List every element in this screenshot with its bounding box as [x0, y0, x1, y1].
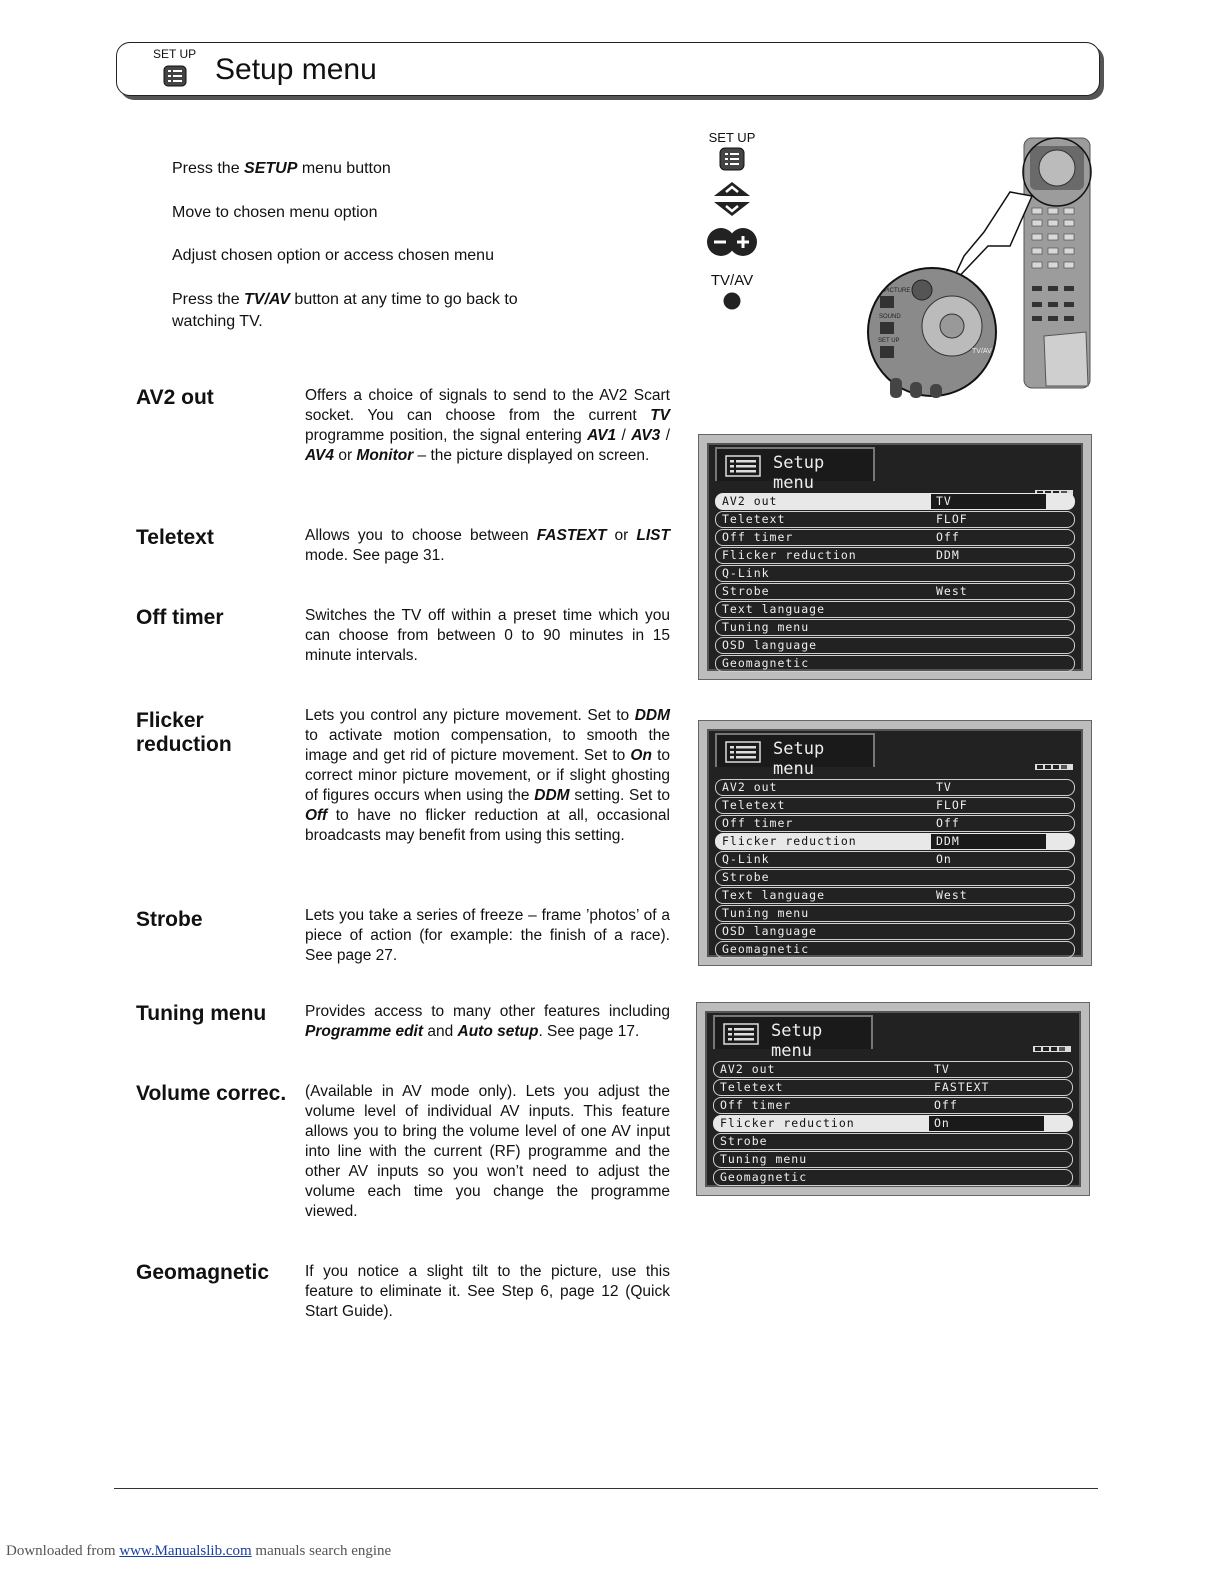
osd-menu-item[interactable] — [715, 905, 1075, 922]
osd-menu-item[interactable] — [715, 887, 1075, 904]
osd-menu-item[interactable] — [715, 923, 1075, 940]
osd-item-label: OSD language — [722, 924, 818, 938]
osd-item-label: AV2 out — [722, 494, 778, 508]
osd-title-bar — [715, 733, 875, 779]
osd-menu-item[interactable] — [713, 1079, 1073, 1096]
body-av2-out: Offers a choice of signals to send to the AV2 Scart socket. You can choose from the current TV programme position, the signal entering AV1 / AV3 / AV4 or Monitor – the picture displayed on screen. — [305, 387, 670, 464]
osd-item-label: Text language — [722, 602, 826, 616]
body-strobe: Lets you take a series of freeze – frame ’photos’ of a piece of action (for example: the finish of a race). See page 27. — [305, 907, 670, 964]
osd-item-label: Flicker reduction — [722, 548, 857, 562]
osd-item-label: Teletext — [722, 798, 786, 812]
osd-menu-item[interactable] — [713, 1097, 1073, 1114]
footer: Downloaded from www.Manualslib.com manuals search engine — [6, 1543, 392, 1559]
osd-item-value: Off — [934, 1098, 958, 1112]
remote-tvav-label: TV/AV — [972, 348, 992, 355]
osd-title-bar — [715, 447, 875, 493]
osd-item-value: TV — [936, 494, 952, 508]
osd-panel — [707, 443, 1083, 671]
remote-setup-label: SET UP — [878, 338, 900, 344]
osd-item-label: Q-Link — [722, 566, 770, 580]
heading-tuning-menu: Tuning menu — [136, 1002, 267, 1025]
osd-item-value: West — [936, 584, 968, 598]
body-teletext: Allows you to choose between FASTEXT or LIST mode. See page 31. — [305, 527, 670, 564]
osd-menu-item[interactable] — [715, 583, 1075, 600]
osd-item-value-box — [931, 494, 1046, 509]
osd-menu-item[interactable] — [713, 1061, 1073, 1078]
osd-item-label: Tuning menu — [722, 906, 810, 920]
heading-volume-correc: Volume correc. — [136, 1082, 287, 1105]
osd-title-bar — [713, 1015, 873, 1061]
remote-control-illustration — [860, 136, 1100, 404]
osd-item-label: Strobe — [722, 584, 770, 598]
page-title: Setup menu — [215, 53, 377, 86]
osd-item-value: FLOF — [936, 512, 968, 526]
osd-menu-item[interactable] — [715, 547, 1075, 564]
osd-item-value: DDM — [936, 548, 960, 562]
footer-divider — [114, 1488, 1098, 1489]
instruction-move: Move to chosen menu option — [172, 204, 378, 221]
instruction-setup: Press the SETUP menu button — [172, 160, 391, 177]
body-tuning-menu: Provides access to many other features including Programme edit and Auto setup. See page 17. — [305, 1003, 670, 1040]
scroll-indicator-icon — [1035, 483, 1075, 489]
osd-item-value: FASTEXT — [934, 1080, 990, 1094]
scroll-indicator-icon — [1033, 1039, 1073, 1045]
osd-item-value: On — [934, 1116, 950, 1130]
osd-item-value: West — [936, 888, 968, 902]
heading-off-timer: Off timer — [136, 606, 224, 629]
osd-menu-item[interactable] — [715, 655, 1075, 672]
osd-menu-item[interactable] — [715, 815, 1075, 832]
osd-title: Setup menu — [773, 739, 825, 779]
osd-item-label: OSD language — [722, 638, 818, 652]
body-volume-correc: (Available in AV mode only). Lets you adjust the volume level of individual AV inputs. This feature allows you to bring the volume level of one AV input into line with the current (RF) programme and the other AV inputs so you won’t need to adjust the volume each time you change the programme viewed. — [305, 1083, 670, 1220]
osd-item-label: Geomagnetic — [722, 942, 810, 956]
osd-panel — [707, 729, 1083, 957]
osd-menu-item[interactable] — [713, 1169, 1073, 1186]
osd-menu-item[interactable] — [713, 1115, 1073, 1132]
osd-menu-item[interactable] — [715, 529, 1075, 546]
setup-key-label: SET UP — [708, 130, 756, 145]
remote-sound-label: SOUND — [879, 314, 901, 320]
menu-list-icon — [725, 741, 761, 768]
heading-geomagnetic: Geomagnetic — [136, 1261, 270, 1284]
osd-panel — [705, 1011, 1081, 1187]
up-down-keys-icon — [700, 180, 764, 223]
osd-item-label: Tuning menu — [722, 620, 810, 634]
key-legend — [700, 130, 764, 316]
body-off-timer: Switches the TV off within a preset time which you can choose from between 0 to 90 minutes in 15 minute intervals. — [305, 607, 670, 664]
osd-menu-item[interactable] — [715, 779, 1075, 796]
tvav-key-icon — [700, 291, 764, 316]
osd-item-label: Strobe — [720, 1134, 768, 1148]
osd-menu-item[interactable] — [715, 941, 1075, 958]
osd-item-label: Geomagnetic — [720, 1170, 808, 1184]
osd-screen-2 — [698, 720, 1092, 966]
osd-item-value: TV — [936, 780, 952, 794]
remote-picture-label: PICTURE — [884, 288, 911, 294]
osd-screen-3 — [696, 1002, 1090, 1196]
osd-item-label: Off timer — [722, 816, 794, 830]
osd-item-value: TV — [934, 1062, 950, 1076]
menu-list-icon — [725, 455, 761, 482]
scroll-indicator-icon — [1035, 757, 1075, 763]
instruction-adjust: Adjust chosen option or access chosen menu — [172, 247, 494, 264]
osd-item-label: Strobe — [722, 870, 770, 884]
heading-flicker-reduction: Flicker reduction — [136, 709, 232, 756]
osd-item-label: Flicker reduction — [722, 834, 857, 848]
osd-menu-item[interactable] — [715, 619, 1075, 636]
left-right-keys-icon — [700, 225, 764, 264]
osd-item-value: Off — [936, 530, 960, 544]
osd-menu-item[interactable] — [715, 833, 1075, 850]
osd-item-label: Teletext — [720, 1080, 784, 1094]
body-geomagnetic: If you notice a slight tilt to the picture, use this feature to eliminate it. See Step 6, page 12 (Quick Start Guide). — [305, 1263, 670, 1320]
setup-key-icon — [700, 147, 764, 176]
heading-teletext: Teletext — [136, 526, 214, 549]
osd-menu-item[interactable] — [715, 869, 1075, 886]
osd-menu-item[interactable] — [715, 511, 1075, 528]
osd-menu-item[interactable] — [715, 797, 1075, 814]
osd-menu-item[interactable] — [715, 637, 1075, 654]
osd-item-label: Geomagnetic — [722, 656, 810, 670]
osd-menu-item[interactable] — [715, 493, 1075, 510]
osd-item-value: On — [936, 852, 952, 866]
osd-item-label: Teletext — [722, 512, 786, 526]
osd-item-value: Off — [936, 816, 960, 830]
osd-item-label: AV2 out — [720, 1062, 776, 1076]
osd-item-label: Q-Link — [722, 852, 770, 866]
osd-item-label: Text language — [722, 888, 826, 902]
heading-strobe: Strobe — [136, 908, 203, 931]
osd-item-label: Off timer — [722, 530, 794, 544]
setup-tag: SET UP — [153, 47, 197, 61]
osd-title: Setup menu — [773, 453, 825, 493]
osd-item-value-box — [931, 834, 1046, 849]
osd-menu-item[interactable] — [713, 1133, 1073, 1150]
osd-item-label: Off timer — [720, 1098, 792, 1112]
osd-menu-item[interactable] — [715, 851, 1075, 868]
menu-list-icon — [723, 1023, 759, 1050]
heading-av2-out: AV2 out — [136, 386, 214, 409]
osd-item-label: Tuning menu — [720, 1152, 808, 1166]
tvav-key-label: TV/AV — [710, 272, 754, 289]
osd-menu-item[interactable] — [713, 1151, 1073, 1168]
page-header — [116, 42, 1100, 96]
osd-item-label: Flicker reduction — [720, 1116, 855, 1130]
osd-screen-1 — [698, 434, 1092, 680]
body-flicker-reduction: Lets you control any picture movement. Set to DDM to activate motion compensation, to smooth the image and get rid of picture movement. Set to On to correct minor picture movement, or if slight ghosting of figures occurs when using the DDM setting. Set to Off to have no flicker reduction at all, occasional broadcasts may benefit from using this setting. — [305, 707, 671, 844]
instruction-tvav: Press the TV/AV button at any time to go back to watching TV. — [172, 291, 518, 330]
osd-item-value: DDM — [936, 834, 960, 848]
osd-item-value: FLOF — [936, 798, 968, 812]
osd-menu-item[interactable] — [715, 565, 1075, 582]
manualslib-link[interactable]: www.Manualslib.com — [119, 1543, 252, 1559]
osd-item-value-box — [929, 1116, 1044, 1131]
osd-menu-item[interactable] — [715, 601, 1075, 618]
osd-title: Setup menu — [771, 1021, 823, 1061]
menu-list-icon — [163, 65, 187, 92]
osd-item-label: AV2 out — [722, 780, 778, 794]
